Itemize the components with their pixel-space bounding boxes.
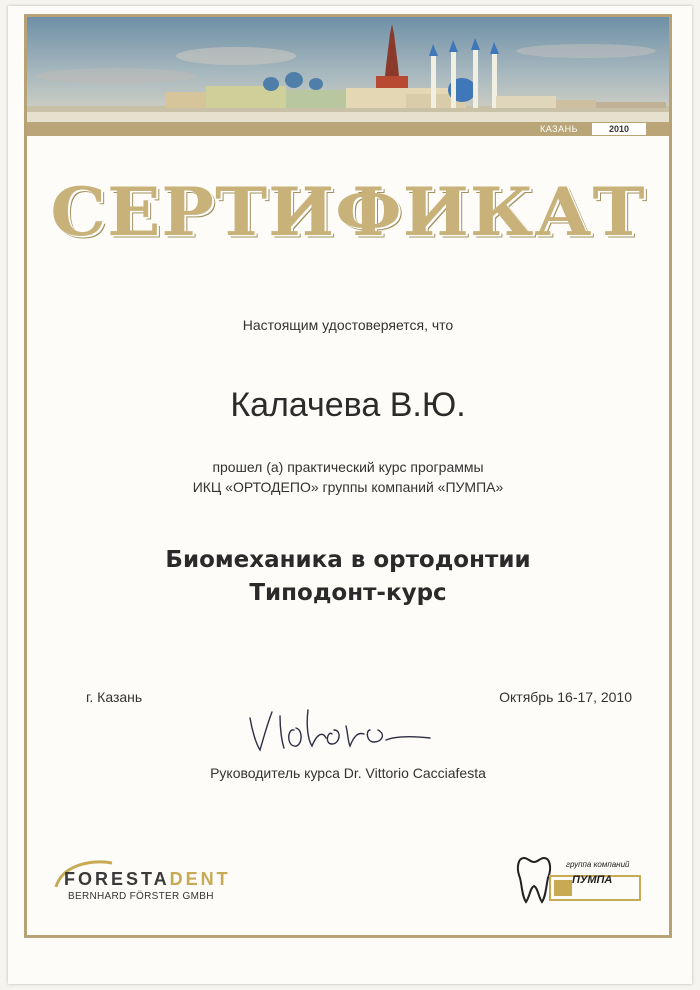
certificate-frame bbox=[24, 14, 672, 938]
course-line-2: ИКЦ «ОРТОДЕПО» группы компаний «ПУМПА» bbox=[192, 479, 504, 495]
forestadent-subtitle: BERNHARD FÖRSTER GMBH bbox=[68, 891, 214, 902]
recipient-name: Калачева В.Ю. bbox=[230, 386, 466, 424]
certificate-intro: Настоящим удостоверяется, что bbox=[242, 317, 454, 333]
certificate-city: г. Казань bbox=[86, 689, 143, 705]
course-topic-1: Биомеханика в ортодонтии bbox=[165, 547, 531, 573]
forestadent-logo bbox=[52, 857, 262, 907]
banner-city-label: КАЗАНЬ bbox=[540, 124, 578, 134]
forestadent-wordmark-part-2: DENT bbox=[169, 869, 231, 889]
forestadent-wordmark bbox=[64, 869, 231, 890]
pumpa-wordmark: ПУМПА bbox=[572, 874, 613, 886]
pumpa-group-caption: группа компаний bbox=[566, 860, 630, 869]
pumpa-logo bbox=[514, 848, 644, 908]
course-line-1: прошел (а) практический курс программы bbox=[212, 459, 484, 475]
course-supervisor: Руководитель курса Dr. Vittorio Cacciafesta bbox=[210, 765, 486, 781]
forestadent-wordmark-part-1: FORESTA bbox=[64, 869, 170, 889]
banner-year-label: 2010 bbox=[592, 123, 646, 135]
supervisor-signature bbox=[236, 700, 436, 764]
certificate-date: Октябрь 16-17, 2010 bbox=[499, 689, 632, 705]
course-topic-2: Типодонт-курс bbox=[249, 580, 447, 606]
certificate-title: СЕРТИФИКАТ bbox=[50, 172, 646, 251]
